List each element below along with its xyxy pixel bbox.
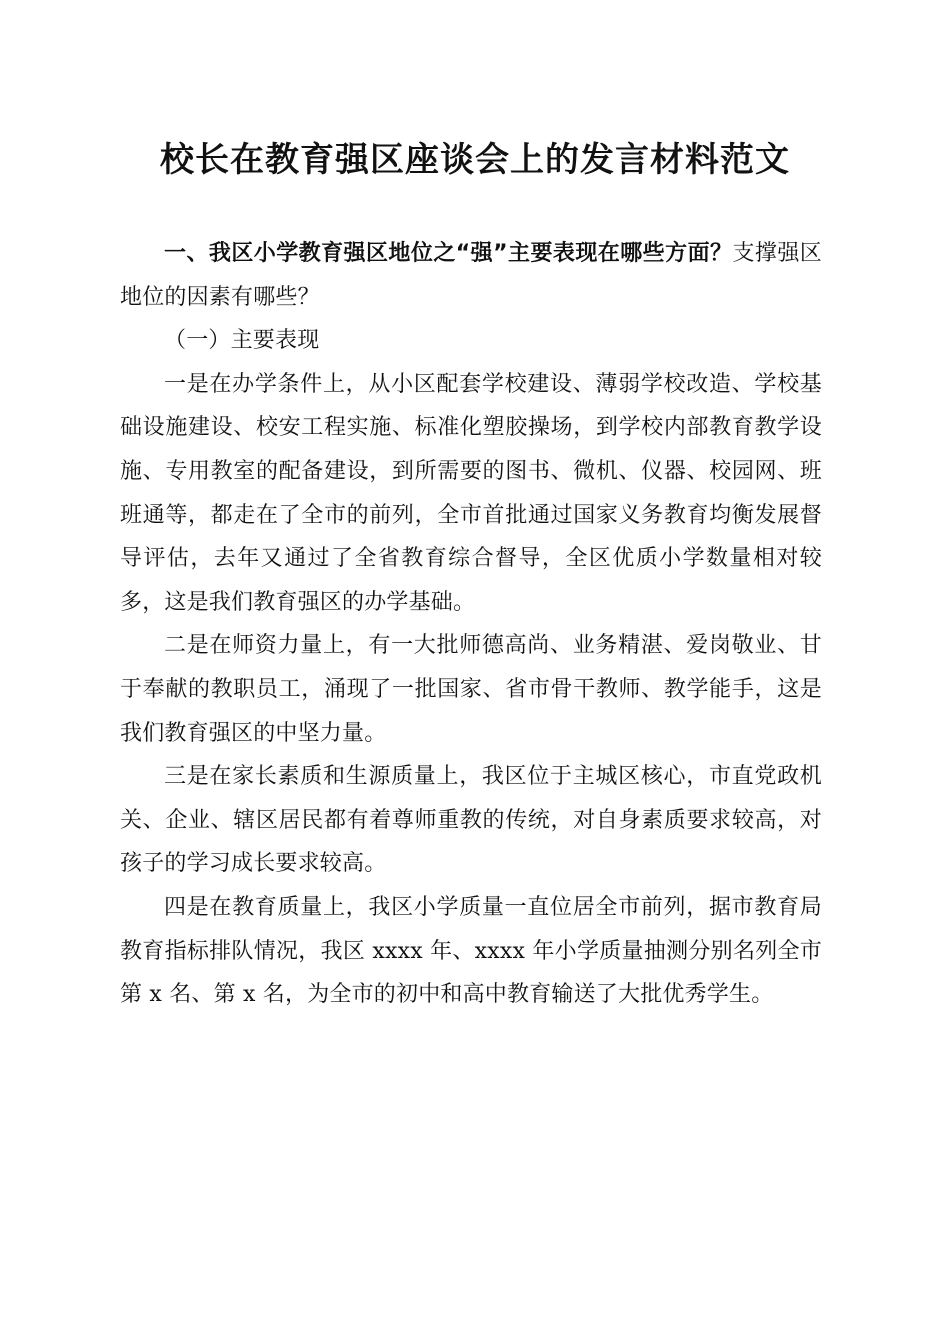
paragraph-2: 二是在师资力量上，有一大批师德高尚、业务精湛、爱岗敬业、甘于奉献的教职员工，涌现了一批国家、省市骨干教师、教学能手，这是我们教育强区的中坚力量。 (120, 633, 822, 746)
section-heading-1-bold: 一、我区小学教育强区地位之“强”主要表现在哪些方面？ (164, 241, 733, 266)
section-heading-1 (120, 232, 822, 319)
document-title: 校长在教育强区座谈会上的发言材料范文 (160, 140, 790, 180)
paragraph-1: 一是在办学条件上，从小区配套学校建设、薄弱学校改造、学校基础设施建设、校安工程实施、标准化塑胶操场，到学校内部教育教学设施、专用教室的配备建设，到所需要的图书、微机、仪器、校园网、班班通等，都走在了全市的前列，全市首批通过国家义务教育均衡发展督导评估，去年又通过了全省教育综合督导，全区优质小学数量相对较多，这是我们教育强区的办学基础。 (120, 371, 822, 615)
document-body (120, 232, 822, 1017)
section-heading-1-rest: 支撑强区地位的因素有哪些？ (120, 241, 822, 310)
paragraph-4: 四是在教育质量上，我区小学质量一直位居全市前列，据市教育局教育指标排队情况，我区 xxxx 年、xxxx 年小学质量抽测分别名列全市第 x 名、第 x 名，为全市的初中和高中教育输送了大批优秀学生。 (120, 894, 822, 1008)
subsection-heading-1: （一）主要表现 (164, 328, 320, 354)
paragraph-3: 三是在家长素质和生源质量上，我区位于主城区核心，市直党政机关、企业、辖区居民都有着尊师重教的传统，对自身素质要求较高，对孩子的学习成长要求较高。 (120, 764, 822, 877)
